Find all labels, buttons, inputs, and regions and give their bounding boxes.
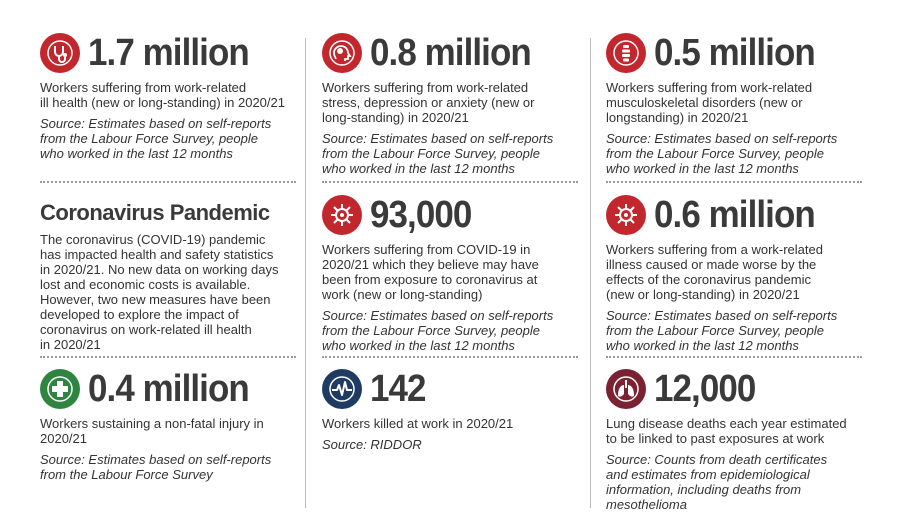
desc-line: long-standing) in 2020/21 — [322, 110, 469, 125]
source-line: information, including deaths from — [606, 482, 802, 497]
covid-source — [322, 308, 584, 353]
body-line: developed to explore the impact of — [40, 307, 239, 322]
covid-description — [322, 242, 584, 302]
source-line: Source: Estimates based on self-reports — [40, 116, 272, 131]
source-line: who worked in the last 12 months — [606, 338, 799, 353]
covid-illness-value: 0.6 million — [654, 194, 815, 236]
source-line: from the Labour Force Survey — [40, 467, 213, 482]
covid-illness-source — [606, 308, 868, 353]
heartbeat-icon — [322, 369, 362, 409]
ill-health-value: 1.7 million — [88, 32, 249, 74]
card-injury — [40, 366, 302, 482]
desc-line: been from exposure to coronavirus at — [322, 272, 538, 287]
lung-description — [606, 416, 868, 446]
source-line: Source: Estimates based on self-reports — [322, 131, 554, 146]
desc-line: Workers sustaining a non-fatal injury in — [40, 416, 264, 431]
body-line: in 2020/21. No new data on working days — [40, 262, 279, 277]
row-divider-col2-a — [322, 181, 578, 183]
row-divider-col1-b — [40, 356, 296, 358]
covid-illness-description — [606, 242, 868, 302]
card-killed — [322, 366, 584, 452]
source-line: from the Labour Force Survey, people — [322, 146, 540, 161]
desc-line: Workers suffering from a work-related — [606, 242, 823, 257]
source-line: Source: RIDDOR — [322, 437, 422, 452]
row-divider-col3-b — [606, 356, 862, 358]
desc-line: Workers suffering from work-related — [322, 80, 529, 95]
card-msd — [606, 30, 868, 176]
row-divider-col3-a — [606, 181, 862, 183]
source-line: Source: Estimates based on self-reports — [40, 452, 272, 467]
source-line: Source: Estimates based on self-reports — [606, 308, 838, 323]
desc-line: longstanding) in 2020/21 — [606, 110, 749, 125]
body-line: has impacted health and safety statistics — [40, 247, 274, 262]
first-aid-cross-icon — [40, 369, 80, 409]
stethoscope-icon — [40, 33, 80, 73]
column-divider-2 — [590, 38, 591, 508]
msd-value: 0.5 million — [654, 32, 815, 74]
source-line: from the Labour Force Survey, people — [606, 146, 824, 161]
desc-line: to be linked to past exposures at work — [606, 431, 825, 446]
body-line: coronavirus on work-related ill health — [40, 322, 252, 337]
desc-line: Workers suffering from work-related — [40, 80, 247, 95]
desc-line: Workers suffering from COVID-19 in — [322, 242, 531, 257]
covid-value: 93,000 — [370, 194, 472, 236]
desc-line: 2020/21 — [40, 431, 87, 446]
injury-value: 0.4 million — [88, 368, 249, 410]
card-pandemic — [40, 199, 302, 352]
column-divider-1 — [305, 38, 306, 508]
ill-health-source — [40, 116, 302, 161]
source-line: who worked in the last 12 months — [322, 338, 515, 353]
virus-icon — [606, 195, 646, 235]
source-line: mesothelioma — [606, 497, 687, 512]
card-stress — [322, 30, 584, 176]
desc-line: Workers suffering from work-related — [606, 80, 813, 95]
pandemic-title: Coronavirus Pandemic — [40, 200, 270, 225]
source-line: and estimates from epidemiological — [606, 467, 810, 482]
source-line: who worked in the last 12 months — [322, 161, 515, 176]
stress-value: 0.8 million — [370, 32, 531, 74]
body-line: lost and economic costs is available. — [40, 277, 251, 292]
lungs-icon — [606, 369, 646, 409]
body-line: in 2020/21 — [40, 337, 101, 352]
source-line: Source: Counts from death certificates — [606, 452, 828, 467]
card-covid-illness — [606, 192, 868, 353]
desc-line: 2020/21 which they believe may have — [322, 257, 539, 272]
desc-line: Workers killed at work in 2020/21 — [322, 416, 514, 431]
source-line: who worked in the last 12 months — [606, 161, 799, 176]
killed-description — [322, 416, 584, 431]
lung-value: 12,000 — [654, 368, 756, 410]
stress-description — [322, 80, 584, 125]
body-line: The coronavirus (COVID-19) pandemic — [40, 232, 266, 247]
desc-line: effects of the coronavirus pandemic — [606, 272, 811, 287]
killed-value: 142 — [370, 368, 426, 410]
killed-source — [322, 437, 584, 452]
source-line: Source: Estimates based on self-reports — [322, 308, 554, 323]
head-brain-icon — [322, 33, 362, 73]
card-ill-health — [40, 30, 302, 161]
desc-line: illness caused or made worse by the — [606, 257, 817, 272]
source-line: Source: Estimates based on self-reports — [606, 131, 838, 146]
source-line: who worked in the last 12 months — [40, 146, 233, 161]
row-divider-col1-a — [40, 181, 296, 183]
desc-line: Lung disease deaths each year estimated — [606, 416, 847, 431]
lung-source — [606, 452, 868, 512]
desc-line: ill health (new or long-standing) in 2020/21 — [40, 95, 285, 110]
injury-description — [40, 416, 302, 446]
source-line: from the Labour Force Survey, people — [606, 323, 824, 338]
desc-line: musculoskeletal disorders (new or — [606, 95, 803, 110]
source-line: from the Labour Force Survey, people — [40, 131, 258, 146]
virus-icon — [322, 195, 362, 235]
desc-line: stress, depression or anxiety (new or — [322, 95, 535, 110]
row-divider-col2-b — [322, 356, 578, 358]
card-lung — [606, 366, 868, 512]
msd-source — [606, 131, 868, 176]
injury-source — [40, 452, 302, 482]
ill-health-description — [40, 80, 302, 110]
stress-source — [322, 131, 584, 176]
spine-icon — [606, 33, 646, 73]
pandemic-body — [40, 232, 302, 352]
body-line: However, two new measures have been — [40, 292, 271, 307]
desc-line: work (new or long-standing) — [322, 287, 483, 302]
desc-line: (new or long-standing) in 2020/21 — [606, 287, 800, 302]
card-covid — [322, 192, 584, 353]
msd-description — [606, 80, 868, 125]
source-line: from the Labour Force Survey, people — [322, 323, 540, 338]
